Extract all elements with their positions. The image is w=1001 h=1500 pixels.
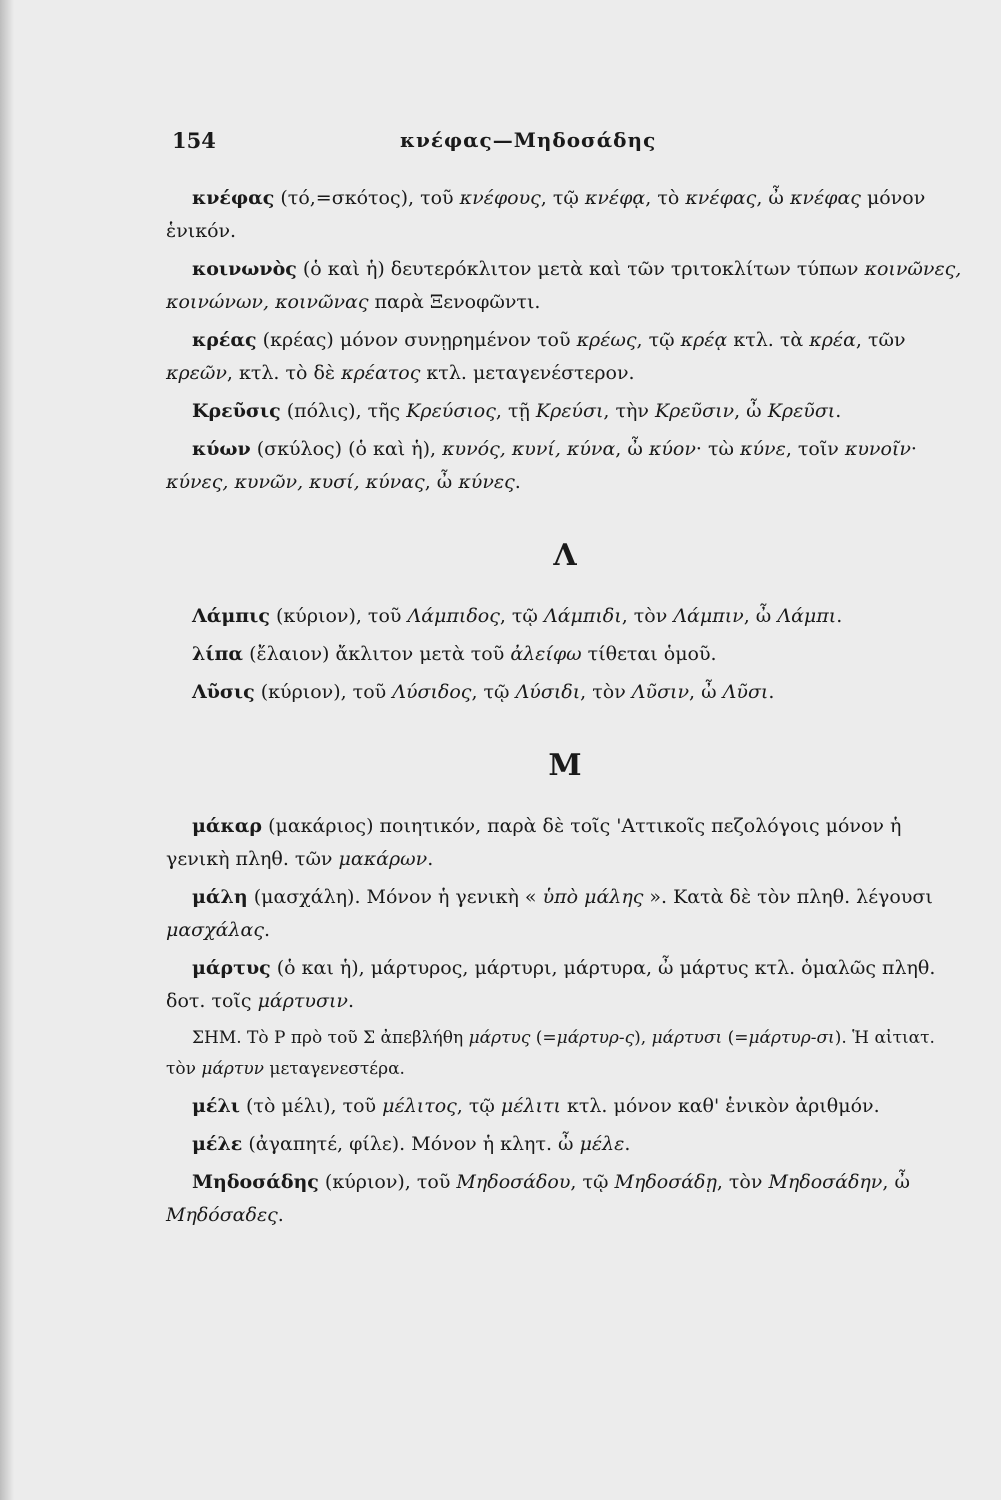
inflected-form: κρέα bbox=[809, 329, 856, 351]
entries-lambda bbox=[166, 600, 966, 709]
inflected-form: κνέφους bbox=[459, 187, 541, 209]
entry-text: , τὸν bbox=[621, 605, 674, 627]
inflected-form: Λῦσιν bbox=[631, 681, 690, 703]
inflected-form: κοινῶνες, κοινώνων, κοινῶνας bbox=[166, 258, 962, 313]
entry-text: (μακάριος) ποιητικόν, παρὰ δὲ τοῖς 'Αττικοῖς πεζολόγοις μόνον ἡ γενικὴ πληθ. τῶν bbox=[166, 815, 902, 870]
dictionary-entry bbox=[166, 253, 966, 319]
entry-text: , ὦ bbox=[424, 471, 459, 493]
inflected-form: μάρτυσιν bbox=[257, 990, 348, 1012]
entry-text: , ὦ bbox=[756, 187, 790, 209]
inflected-form: κύον bbox=[648, 438, 696, 460]
entry-text: , ὦ bbox=[689, 681, 723, 703]
entry-text: ΣΗΜ. Τὸ Ρ πρὸ τοῦ Σ ἀπεβλήθη bbox=[192, 1028, 469, 1048]
entry-text: , τὸν bbox=[716, 1171, 769, 1193]
inflected-form: μάρτυν bbox=[201, 1059, 264, 1079]
entry-text: . bbox=[427, 848, 434, 870]
entry-text: . bbox=[514, 471, 521, 493]
dictionary-entry bbox=[166, 324, 966, 390]
dictionary-entry bbox=[166, 433, 966, 499]
dictionary-entry bbox=[166, 881, 966, 947]
note-paragraph bbox=[166, 1023, 966, 1085]
inflected-form: κυνός, κυνί, κύνα bbox=[442, 438, 616, 460]
inflected-form: Λῦσι bbox=[722, 681, 769, 703]
entry-text: (σκύλος) (ὁ καὶ ἡ), bbox=[250, 438, 443, 460]
section-heading-lambda: Λ bbox=[553, 538, 579, 573]
inflected-form: Κρεύσιος bbox=[406, 400, 496, 422]
entry-text: , τῇ bbox=[495, 400, 536, 422]
entry-text: , τὸ bbox=[645, 187, 686, 209]
headword: μάρτυς bbox=[192, 957, 271, 979]
headword: μάλη bbox=[192, 886, 248, 908]
entry-text: , τῷ bbox=[636, 329, 681, 351]
entry-text: , ὦ bbox=[734, 400, 768, 422]
dictionary-entry bbox=[166, 600, 966, 633]
entry-text: , ὦ bbox=[882, 1171, 910, 1193]
entry-text: παρὰ Ξενοφῶντι. bbox=[368, 291, 541, 313]
inflected-form: κύνε bbox=[740, 438, 786, 460]
section-heading-mu: Μ bbox=[548, 748, 584, 783]
inflected-form: κρέως bbox=[576, 329, 637, 351]
inflected-form: κρέατος bbox=[341, 362, 421, 384]
inflected-form: Κρεῦσι bbox=[767, 400, 836, 422]
entry-text: . bbox=[277, 1204, 284, 1226]
entries-kappa bbox=[166, 182, 966, 499]
entry-text: . bbox=[768, 681, 775, 703]
headword: μέλε bbox=[192, 1133, 243, 1155]
headword: Λῦσις bbox=[192, 681, 255, 703]
entry-text: · bbox=[910, 438, 917, 460]
dictionary-entry bbox=[166, 638, 966, 671]
headword: Μηδοσάδης bbox=[192, 1171, 319, 1193]
entry-text: ), bbox=[634, 1028, 652, 1048]
entry-text: , τὴν bbox=[603, 400, 655, 422]
entry-text: κτλ. τὰ bbox=[727, 329, 810, 351]
headword: μέλι bbox=[192, 1095, 240, 1117]
entry-text: μόνον ἑνικόν. bbox=[166, 187, 926, 242]
inflected-form: μέλιτος bbox=[382, 1095, 457, 1117]
entry-text: . bbox=[836, 605, 843, 627]
entry-text: , τῷ bbox=[471, 681, 516, 703]
entry-text: , τῶν bbox=[855, 329, 906, 351]
entry-text: . bbox=[347, 990, 354, 1012]
entry-text: , ὦ bbox=[743, 605, 778, 627]
inflected-form: Λάμπιδος bbox=[407, 605, 500, 627]
inflected-form: Λάμπιδι bbox=[543, 605, 622, 627]
entry-text: ). Ἡ αἰτιατ. τὸν bbox=[166, 1028, 935, 1079]
dictionary-entry bbox=[166, 182, 966, 248]
entry-text: , τῷ bbox=[456, 1095, 501, 1117]
entry-text: τίθεται ὁμοῦ. bbox=[581, 643, 717, 665]
headword: κρέας bbox=[192, 329, 257, 351]
inflected-form: κύνες bbox=[458, 471, 515, 493]
entry-text: (μασχάλη). Μόνον ἡ γενικὴ « bbox=[247, 886, 543, 908]
dictionary-entry bbox=[166, 1090, 966, 1123]
entry-text: , τῷ bbox=[499, 605, 544, 627]
headword: Κρεῦσις bbox=[192, 400, 281, 422]
inflected-form: κνέφας bbox=[685, 187, 757, 209]
inflected-form: Μηδοσάδην bbox=[768, 1171, 883, 1193]
page-number: 154 bbox=[172, 128, 216, 153]
headword: κνέφας bbox=[192, 187, 275, 209]
entry-text: (κύριον), τοῦ bbox=[254, 681, 393, 703]
entry-text: (ἀγαπητέ, φίλε). Μόνον ἡ κλητ. ὦ bbox=[242, 1133, 580, 1155]
entry-text: (ὁ και ἡ), μάρτυρος, μάρτυρι, μάρτυρα, ὦ μάρτυς κτλ. ὁμαλῶς πληθ. δοτ. τοῖς bbox=[166, 957, 936, 1012]
inflected-form: Κρεῦσιν bbox=[654, 400, 735, 422]
running-head bbox=[172, 128, 712, 158]
dictionary-entry bbox=[166, 676, 966, 709]
dictionary-entry bbox=[166, 395, 966, 428]
dictionary-entry bbox=[166, 952, 966, 1018]
entry-text: , τῷ bbox=[570, 1171, 615, 1193]
dictionary-entry bbox=[166, 1128, 966, 1161]
inflected-form: μάρτυρ-ς bbox=[556, 1028, 635, 1048]
entry-text: , κτλ. τὸ δὲ bbox=[226, 362, 342, 384]
inflected-form: ἀλείφω bbox=[510, 643, 582, 665]
entry-text: (= bbox=[530, 1028, 557, 1048]
headword: Λάμπις bbox=[192, 605, 270, 627]
inflected-form: μακάρων bbox=[338, 848, 428, 870]
inflected-form: Μηδοσάδῃ bbox=[614, 1171, 717, 1193]
entry-text: , τὸν bbox=[580, 681, 632, 703]
inflected-form: κρέᾳ bbox=[680, 329, 728, 351]
inflected-form: μάρτυς bbox=[468, 1028, 531, 1048]
inflected-form: μάρτυσι bbox=[651, 1028, 723, 1048]
entry-text: κτλ. μεταγενέστερον. bbox=[420, 362, 635, 384]
entry-text: , τῷ bbox=[540, 187, 585, 209]
entry-text: . bbox=[835, 400, 842, 422]
entry-text: . bbox=[624, 1133, 631, 1155]
page-body bbox=[166, 182, 966, 1237]
entry-text: . bbox=[264, 919, 271, 941]
entry-text: (ὁ καὶ ἡ) δευτερόκλιτον μετὰ καὶ τῶν τριτοκλίτων τύπων bbox=[296, 258, 865, 280]
inflected-form: Μηδοσάδου bbox=[456, 1171, 571, 1193]
entry-text: · τὼ bbox=[695, 438, 741, 460]
headword: κύων bbox=[192, 438, 251, 460]
inflected-form: κύνες, κυνῶν, κυσί, κύνας bbox=[166, 471, 425, 493]
entry-text: (κύριον), τοῦ bbox=[318, 1171, 457, 1193]
dictionary-entry bbox=[166, 810, 966, 876]
entry-text: τοῦ bbox=[420, 187, 460, 209]
inflected-form: Λάμπιν bbox=[673, 605, 744, 627]
inflected-form: Λύσιδος bbox=[392, 681, 472, 703]
entry-text: κτλ. μόνον καθ' ἑνικὸν ἀριθμόν. bbox=[560, 1095, 880, 1117]
entry-text: (κρέας) μόνον συνῃρημένον τοῦ bbox=[256, 329, 577, 351]
entries-mu bbox=[166, 810, 966, 1018]
headword: μάκαρ bbox=[192, 815, 263, 837]
inflected-form: κνέφᾳ bbox=[584, 187, 646, 209]
entry-text: μεταγενεστέρα. bbox=[264, 1059, 405, 1079]
headword: κοινωνὸς bbox=[192, 258, 297, 280]
inflected-form: ὑπὸ μάλης bbox=[542, 886, 644, 908]
inflected-form: μέλιτι bbox=[500, 1095, 561, 1117]
headword: λίπα bbox=[192, 643, 244, 665]
inflected-form: Λύσιδι bbox=[515, 681, 581, 703]
entry-text: , ὦ bbox=[615, 438, 649, 460]
entry-text: , τοῖν bbox=[785, 438, 845, 460]
running-title: κνέφας—Μηδοσάδης bbox=[400, 128, 657, 152]
inflected-form: μάρτυρ-σι bbox=[748, 1028, 835, 1048]
dictionary-entry bbox=[166, 1166, 966, 1232]
entry-text: (= bbox=[722, 1028, 749, 1048]
inflected-form: μέλε bbox=[579, 1133, 625, 1155]
inflected-form: κνέφας bbox=[789, 187, 861, 209]
inflected-form: Κρεύσι bbox=[535, 400, 604, 422]
inflected-form: Λάμπι bbox=[777, 605, 837, 627]
entry-text: (κύριον), τοῦ bbox=[269, 605, 408, 627]
inflected-form: μασχάλας bbox=[166, 919, 265, 941]
inflected-form: κυνοῖν bbox=[844, 438, 911, 460]
entry-text: (πόλις), τῆς bbox=[280, 400, 407, 422]
entry-text: (τό,=σκότος), bbox=[274, 187, 421, 209]
inflected-form: Μηδόσαδες bbox=[166, 1204, 278, 1226]
entry-text: (ἔλαιον) ἄκλιτον μετὰ τοῦ bbox=[243, 643, 511, 665]
inflected-form: κρεῶν bbox=[166, 362, 227, 384]
entry-text: (τὸ μέλι), τοῦ bbox=[239, 1095, 383, 1117]
entry-text: ». Κατὰ δὲ τὸν πληθ. λέγουσι bbox=[643, 886, 933, 908]
entries-mu-continued bbox=[166, 1090, 966, 1232]
